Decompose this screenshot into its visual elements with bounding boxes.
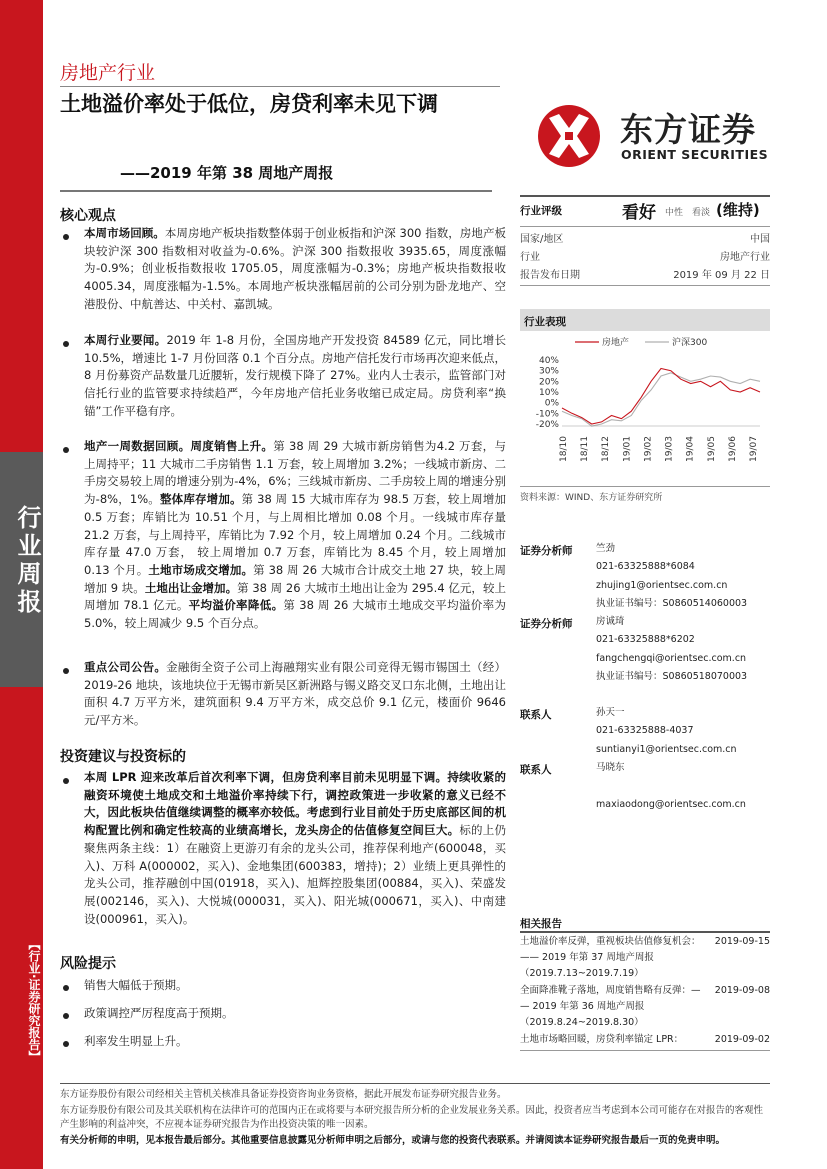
company-logo [535,102,775,170]
x-tick-label: 19/05 [706,436,717,462]
logo-mark-icon [535,102,607,170]
related-rule [520,931,770,933]
lead-text: 土地出让金增加。 [144,580,238,595]
contact-cert: 执业证书编号：S0860514060003 [596,597,748,609]
industry-performance-chart [520,334,770,484]
related-line: （2019.8.24~2019.8.30） [520,1017,644,1028]
related-bottom-rule [520,1050,770,1051]
core-item-company [84,659,506,730]
info-row [520,230,770,245]
core-item-news [84,332,506,421]
y-tick-label: 30% [538,366,559,377]
lead-text: 土地市场成交增加。 [148,562,254,577]
body-text: 第 38 周 29 大城市新房销售为4.2 万套，与上周持平；11 大城市二手房销售 1.1 万套，较上周增加 3.2%；一线城市新房、二手房交易较上周的增速分别为-4%，6%；三线城市新房、二手房较上周的增速分别为-8%，1%。 [84,439,506,507]
report-type-label: 行业周报 [13,505,41,617]
footer-line-2: 东方证券股份有限公司及其关联机构在法律许可的范围内正在或将要与本研究报告所分析的企业发展业务关系。因此，投资者应当考虑到本公司可能存在对报告的客观性产生影响的利益冲突，不应视本证券研究报告为作出投资决策的唯一因素。 [60,1105,764,1130]
advice-text: 标的上仍聚焦两条主线：1）在融资上更游刃有余的龙头公司，推荐保利地产(600048，买入)、万科 A(000002，买入)、金地集团(600383，增持)；2）业绩上更具弹性的龙头公司，推荐融创中国(01918，买入)、旭辉控股集团(00884，买入)、荣盛发展(002146，买入)、大悦城(000031，买入)、阳光城(000671，买入)、中南建设(000961，买入)。 [84,823,506,926]
info-key: 国家/地区 [520,234,564,245]
body-text: 第 38 周 26 大城市合计成交土地 27 块，较上周增加 9 块。 [84,562,506,595]
contact-role: 联系人 [520,764,552,776]
bullet-icon [63,447,69,453]
y-tick-label: 40% [538,356,559,366]
bullet-icon [63,1041,69,1047]
related-date: 2019-09-08 [714,985,770,996]
x-tick-label: 19/06 [727,436,738,462]
contact-role: 证券分析师 [520,545,573,557]
contact-cert: 执业证书编号：S0860518070003 [596,670,748,682]
info-value: 中国 [750,234,770,245]
header-rule [60,86,500,87]
title-rule [60,190,492,192]
left-sidebar [0,0,43,1169]
chart-source: 资料来源：WIND、东方证券研究所 [520,493,663,503]
series-line-沪深300 [562,373,760,426]
contact-name: 房诚琦 [596,616,625,627]
contact-phone: 021-63325888*6202 [596,634,695,646]
related-date: 2019-09-02 [714,1034,770,1045]
related-line: 全面降准靴子落地，周度销售略有反弹：— [520,985,701,996]
info-rule [520,285,770,286]
contact-block [596,704,737,759]
rating-row [520,203,770,221]
contact-name: 马晓东 [596,762,625,773]
contact-block [596,759,746,814]
rating-neutral: 中性 [665,208,684,218]
related-report[interactable] [520,1032,770,1048]
related-line: 土地溢价率反弹，重视板块估值修复机会： [520,936,701,947]
body-text: 2019 年 1-8 月份，全国房地产开发投资 84589 亿元，同比增长 10.5%，增速比 1-7 月份回落 0.1 个百分点。房地产信托发行市场再次迎来低点，8 月份募资产品数量几近腰斩，发行规模下降了 27%。业内人士表示，监管部门对信托行业的监管要求持续趋严，今年房地产信托业务收缩已成定局。房贷利率“换锚”工作平稳有序。 [84,333,506,418]
lead-text: 地产一周数据回顾。周度销售上升。 [84,439,274,453]
report-subtitle: ——2019 年第 38 周地产周报 [120,164,334,182]
contact-phone: 021-63325888-4037 [596,725,694,737]
lead-text: 本周行业要闻。 [84,333,167,347]
lead-text: 整体库存增加。 [159,492,242,507]
rating-maintain: (维持) [716,201,760,219]
contact-role: 联系人 [520,709,552,721]
y-tick-label: -20% [535,420,559,430]
contact-name: 孙天一 [596,707,625,718]
rating-rule [520,226,770,227]
lead-text: 平均溢价率降低。 [188,598,284,613]
section-title-risk: 风险提示 [60,956,116,972]
related-line: 土地市场略回暖，房贷利率锚定 LPR： [520,1034,684,1045]
related-report[interactable] [520,934,770,982]
perf-title: 行业表现 [520,309,770,331]
body-text: 第 38 周 15 大城市库存为 98.5 万套，较上周增加 0.5 万套；库销比为 10.51 个月，与上周相比增加 0.08 个月。一线城市库存量 21.2 万套，与上周持平，库销比为 7.92 个月，较上周增加 0.24 个月。二线城市库存量 47.0 万套， 较上周增加 0.7 万套，库销比为 8.45 个月，较上周增加 0.13 个月。 [84,492,507,577]
legend-label: 沪深300 [672,338,708,348]
advice-paragraph [84,769,506,928]
risk-item: 利率发生明显上升。 [84,1034,188,1048]
contact-block [596,613,747,686]
report-title: 土地溢价率处于低位，房贷利率未见下调 [60,92,438,116]
risk-item: 销售大幅低于预期。 [84,978,188,992]
x-tick-label: 18/11 [580,436,591,462]
bullet-icon [63,234,69,240]
bullet-icon [63,1013,69,1019]
x-tick-label: 19/03 [664,436,675,462]
contact-phone: 021-63325888*6084 [596,561,695,573]
logo-cn-text: 东方证券 [620,110,756,149]
related-date: 2019-09-15 [714,936,770,947]
y-tick-label: 0% [544,398,559,409]
rating-value: 看好 [622,203,656,223]
section-title-advice: 投资建议与投资标的 [60,749,186,765]
lead-text: 重点公司公告。 [84,660,167,674]
x-tick-label: 19/01 [622,436,633,462]
rating-top-rule [520,195,770,197]
bullet-icon [63,668,69,674]
section-title-core: 核心观点 [60,208,116,224]
bullet-icon [63,778,69,784]
info-key: 报告发布日期 [520,270,580,281]
contact-role: 证券分析师 [520,618,573,630]
contact-email[interactable]: suntianyi1@orientsec.com.cn [596,743,737,755]
bullet-icon [63,985,69,991]
contact-email[interactable]: zhujing1@orientsec.com.cn [596,579,728,591]
footer-line-1: 东方证券股份有限公司经相关主管机关核准具备证券投资咨询业务资格，据此开展发布证券研究报告业务。 [60,1089,507,1100]
related-report[interactable] [520,983,770,1031]
info-row [520,266,770,281]
contact-spacer [596,777,746,795]
footer-rule [60,1083,770,1084]
info-value: 2019 年 09 月 22 日 [673,270,770,281]
related-title: 相关报告 [520,918,562,930]
chart-rule [520,486,770,487]
risk-item: 政策调控严厉程度高于预期。 [84,1006,234,1020]
footer-line-3: 有关分析师的申明，见本报告最后部分。其他重要信息披露见分析师申明之后部分，或请与您的投资代表联系。并请阅读本证券研究报告最后一页的免责申明。 [60,1135,726,1146]
related-line: —— 2019 年第 37 周地产周报 [520,952,654,963]
x-tick-label: 18/10 [559,436,569,462]
info-value: 房地产行业 [720,252,770,263]
sector-label: 房地产行业 [60,62,156,84]
rating-negative: 看淡 [692,208,711,218]
advice-bold: 本周 LPR 迎来改革后首次利率下调，但房贷利率目前未见明显下调。持续收紧的融资环境使土地成交和土地溢价率持续下行，调控政策进一步收紧的意义已经不大，因此板块估值继续调整的概率亦较低。考虑到行业目前处于历史底部区间的机构配置比例和确定性较高的业绩高增长，龙头房企的估值修复空间巨大。 [84,770,506,838]
contact-email[interactable]: maxiaodong@orientsec.com.cn [596,798,746,810]
body-text: 本周房地产板块指数整体弱于创业板指和沪深 300 指数，房地产板块较沪深 300 指数相对收益为-0.6%。沪深 300 指数报收 3935.65，周度涨幅为-0.9%；创业板指数报收 1705.05，周度涨幅为-0.3%；房地产板块指数报收 4005.34，周度涨幅为-1.5%。本周地产板块涨幅居前的公司分别为卧龙地产、空港股份、中航善达、中关村、嘉凯城。 [84,226,507,311]
contact-block [596,540,747,613]
body-text: 第 38 周 26 大城市土地成交平均溢价率为 5.0%，较上周减少 9.5 个百分点。 [84,598,506,631]
logo-en-text: ORIENT SECURITIES [621,147,769,162]
legend-label: 房地产 [602,338,630,348]
core-item-market [84,225,506,314]
related-line: （2019.7.13~2019.7.19） [520,968,644,979]
body-text: 金融街全资子公司上海融翔实业有限公司竞得无锡市锡国土（经）2019-26 地块，该地块位于无锡市新吴区新洲路与锡义路交叉口东北侧，土地出让面积 4.7 万平方米，建筑面积 9.4 万平方米，成交总价 9.1 亿元，楼面价 9646 元/平方米。 [84,660,507,728]
rating-label: 行业评级 [520,205,562,217]
related-line: — 2019 年第 36 周地产周报 [520,1001,645,1012]
y-tick-label: 10% [538,388,559,398]
x-tick-label: 18/12 [601,436,612,462]
report-category-label: 【行业·证券研究报告】 [27,938,41,1063]
core-item-data [84,438,506,633]
info-row [520,248,770,263]
contact-name: 竺劲 [596,543,616,554]
lead-text: 本周市场回顾。 [84,226,165,240]
x-tick-label: 19/02 [643,436,654,462]
info-key: 行业 [520,252,540,263]
bullet-icon [63,341,69,347]
x-tick-label: 19/04 [685,436,696,462]
body-text: 第 38 周 26 大城市土地出让金为 295.4 亿元，较上周增加 78.1 亿元。 [84,580,506,613]
y-tick-label: -10% [535,409,559,420]
contact-email[interactable]: fangchengqi@orientsec.com.cn [596,652,747,664]
x-tick-label: 19/07 [749,436,759,462]
y-tick-label: 20% [538,377,559,388]
